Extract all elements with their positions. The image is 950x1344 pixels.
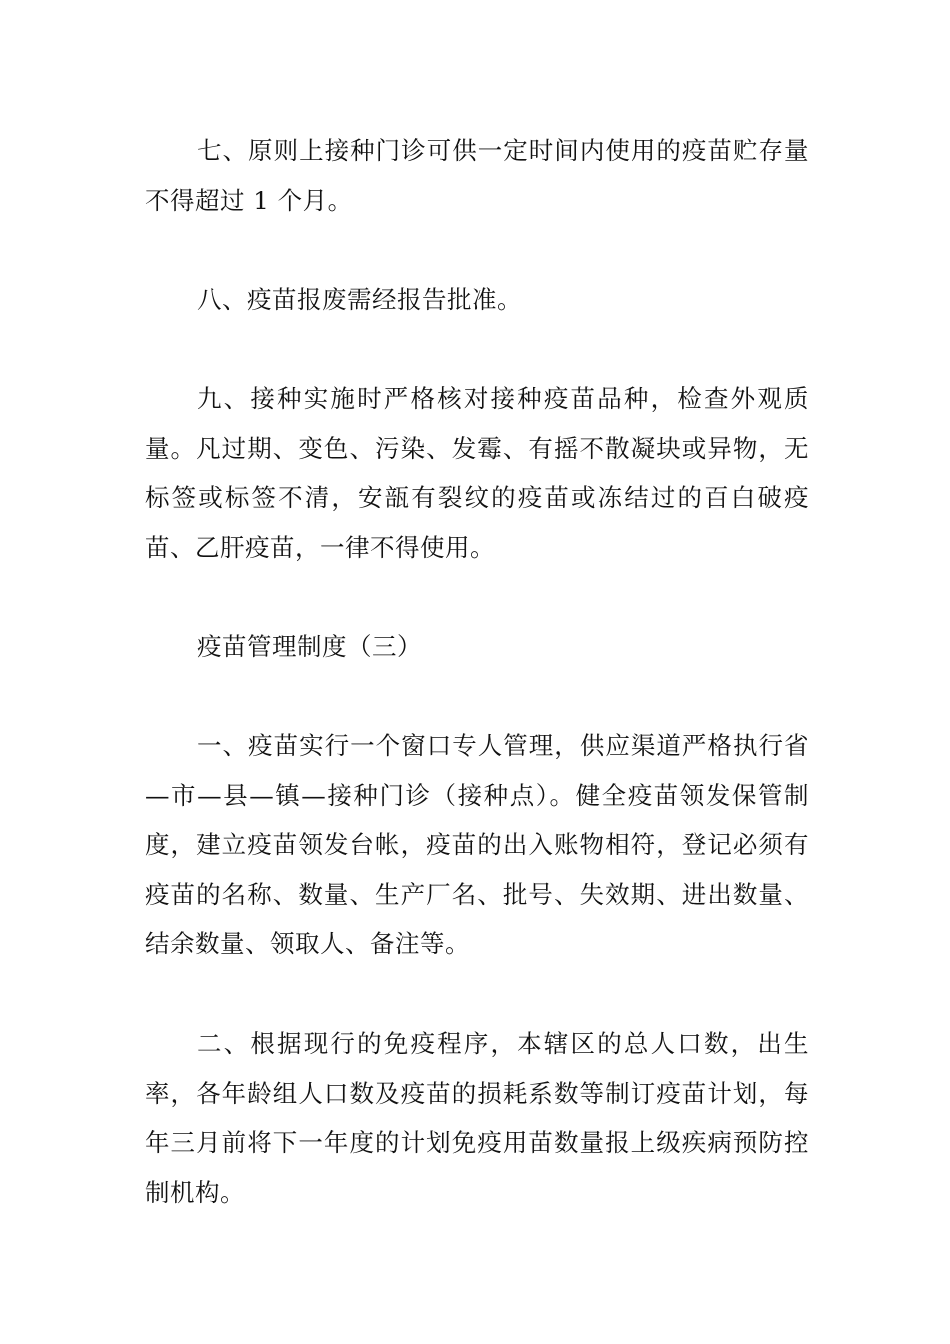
paragraph-item-9: 九、接种实施时严格核对接种疫苗品种，检查外观质量。凡过期、变色、污染、发霉、有摇不散凝块或异物，无标签或标签不清，安瓿有裂纹的疫苗或冻结过的百白破疫苗、乙肝疫苗，一律不得使用。 — [145, 384, 809, 562]
section-heading: 疫苗管理制度（三） — [197, 632, 422, 661]
paragraph-item-7: 七、原则上接种门诊可供一定时间内使用的疫苗贮存量不得超过 1 个月。 — [145, 136, 809, 215]
paragraph-item-2: 二、根据现行的免疫程序，本辖区的总人口数，出生率，各年龄组人口数及疫苗的损耗系数等制订疫苗计划，每年三月前将下一年度的计划免疫用苗数量报上级疾病预防控制机构。 — [145, 1029, 809, 1207]
paragraph-item-8: 八、疫苗报废需经报告批准。 — [197, 285, 522, 314]
paragraph-item-1: 一、疫苗实行一个窗口专人管理，供应渠道严格执行省—市—县—镇—接种门诊（接种点）。健全疫苗领发保管制度，建立疫苗领发台帐，疫苗的出入账物相符，登记必须有疫苗的名称、数量、生产厂名、批号、失效期、进出数量、结余数量、领取人、备注等。 — [145, 731, 809, 958]
